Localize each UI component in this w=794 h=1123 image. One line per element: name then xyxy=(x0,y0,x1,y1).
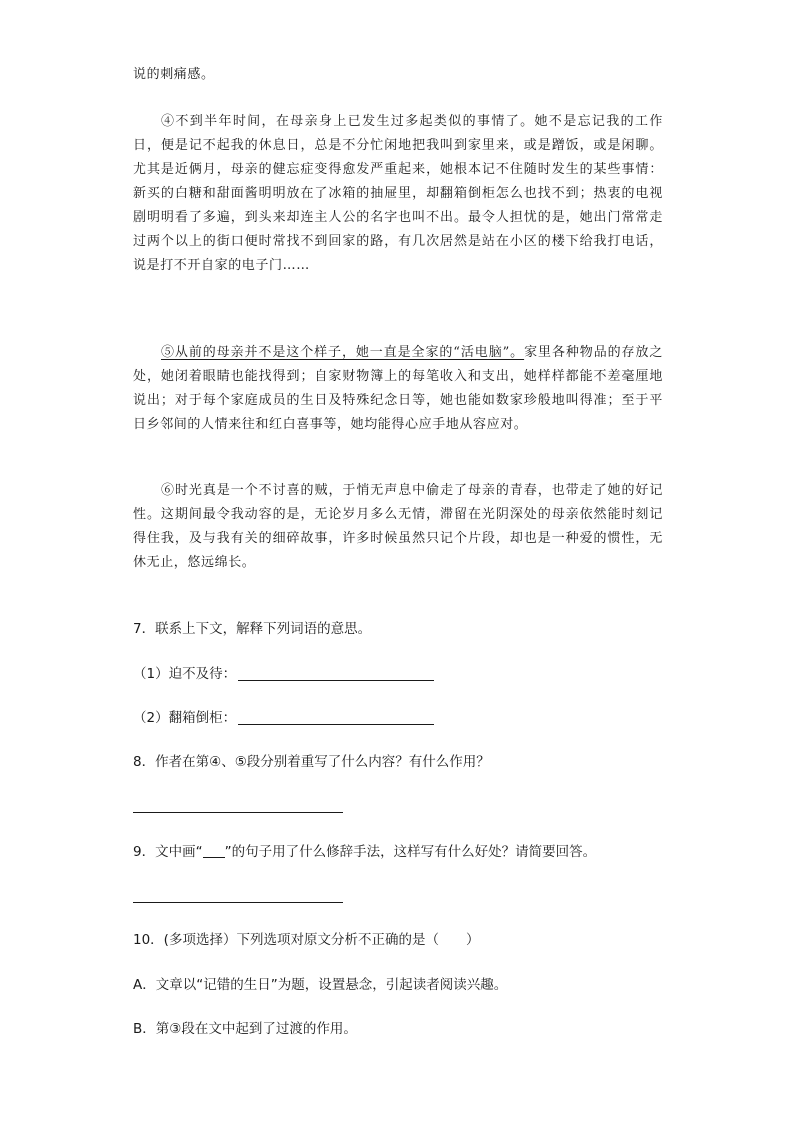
passage-paragraph-6: ⑥时光真是一个不讨喜的贼，于悄无声息中偷走了母亲的青春，也带走了她的好记性。这期间最令我动容的是，无论岁月多么无情，滞留在光阴深处的母亲依然能时刻记得住我，及与我有关的细碎故事，许多时候虽然只记个片段，却也是一种爱的惯性，无休无止，悠远绵长。 xyxy=(133,483,663,570)
underline-mark xyxy=(203,845,225,858)
question-10-option-a[interactable]: A．文章以“记错的生日”为题，设置悬念，引起读者阅读兴趣。 xyxy=(133,977,508,993)
question-7-1 xyxy=(133,664,673,684)
underlined-sentence: ⑤从前的母亲并不是这个样子，她一直是全家的“活电脑”。 xyxy=(161,345,525,360)
question-8: 8．作者在第④、⑤段分别着重写了什么内容？有什么作用？ xyxy=(133,754,490,770)
question-10: 10．(多项选择）下列选项对原文分析不正确的是（ ） xyxy=(133,932,480,948)
question-7-2 xyxy=(133,708,673,728)
question-10-option-b[interactable]: B．第③段在文中起到了过渡的作用。 xyxy=(133,1021,357,1037)
answer-blank-7-1[interactable] xyxy=(238,666,434,681)
passage-paragraph-3-tail: 说的刺痛感。 xyxy=(133,67,215,82)
question-7: 7．联系上下文，解释下列词语的意思。 xyxy=(133,621,372,637)
answer-line-9[interactable] xyxy=(133,902,343,903)
question-9-pre: 9．文中画“ xyxy=(133,844,203,860)
passage-paragraph-4: ④不到半年时间，在母亲身上已发生过多起类似的事情了。她不是忘记我的工作日，便是记不起我的休息日，总是不分忙闲地把我叫到家里来，或是蹭饭，或是闲聊。尤其是近俩月，母亲的健忘症变得愈发严重起来，她根本记不住随时发生的某些事情：新买的白糖和甜面酱明明放在了冰箱的抽屉里，却翻箱倒柜怎么也找不到；热衷的电视剧明明看了多遍，到头来却连主人公的名字也叫不出。最令人担忧的是，她出门常常走过两个以上的街口便时常找不到回家的路，有几次居然是站在小区的楼下给我打电话，说是打不开自家的电子门…… xyxy=(133,114,663,273)
passage-paragraph-5 xyxy=(133,341,663,437)
question-7-2-label: （2）翻箱倒柜： xyxy=(133,710,237,726)
passage-paragraph-5-rest: 家里各种物品的存放之处，她闭着眼睛也能找得到；自家财物簿上的每笔收入和支出，她样样都能不差毫厘地说出；对于每个家庭成员的生日及特殊纪念日等，她也能如数家珍般地叫得准；至于平日乡邻间的人情来往和红白喜事等，她均能得心应手地从容应对。 xyxy=(133,345,663,432)
answer-line-8[interactable] xyxy=(133,812,343,813)
question-7-1-label: （1）迫不及待： xyxy=(133,666,237,682)
question-9 xyxy=(133,842,673,862)
answer-blank-7-2[interactable] xyxy=(238,710,434,725)
question-9-post: ”的句子用了什么修辞手法，这样写有什么好处？请简要回答。 xyxy=(224,844,597,860)
